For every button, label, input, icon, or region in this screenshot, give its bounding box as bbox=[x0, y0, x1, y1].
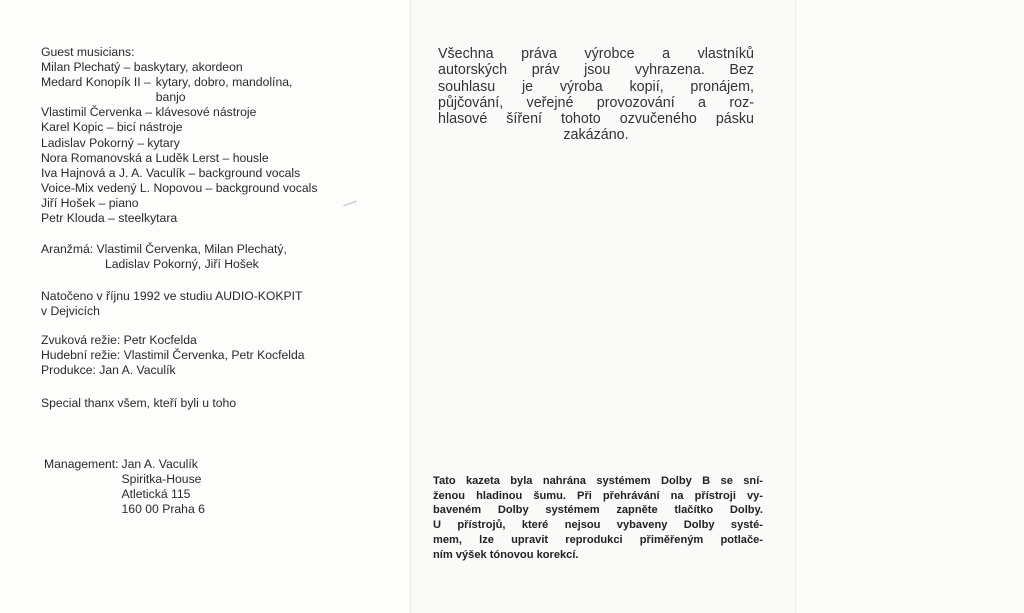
rights-notice bbox=[438, 46, 754, 144]
management bbox=[44, 457, 205, 517]
musician-konopik bbox=[41, 75, 401, 105]
guest-musicians-list bbox=[41, 45, 401, 226]
address-line: Atletická 115 bbox=[121, 487, 191, 502]
musician-line: Vlastimil Červenka – klávesové nástroje bbox=[41, 105, 257, 120]
music-director: Hudební režie: Vlastimil Červenka, Petr Kocfelda bbox=[41, 348, 305, 363]
rights-line: půjčování, veřejné provozování a roz- bbox=[438, 94, 754, 111]
recording-line: Natočeno v říjnu 1992 ve studiu AUDIO-KOKPIT bbox=[41, 289, 303, 303]
dolby-line: ním výšek tónovou korekcí. bbox=[433, 548, 579, 561]
address-line: 160 00 Praha 6 bbox=[121, 502, 205, 517]
producer: Produkce: Jan A. Vaculík bbox=[41, 363, 176, 378]
recording-line: v Dejvicích bbox=[41, 304, 100, 319]
musician-line: Voice-Mix vedený L. Nopovou – background vocals bbox=[41, 180, 318, 195]
musician-line: Nora Romanovská a Luděk Lerst – housle bbox=[41, 150, 269, 165]
address-line: Spiritka-House bbox=[121, 472, 202, 487]
dolby-line: U přístrojů, které nejsou vybaveny Dolby systé- bbox=[433, 519, 763, 532]
musician-line: Milan Plechatý – baskytary, akordeon bbox=[41, 60, 243, 75]
rights-line: zakázáno. bbox=[563, 127, 629, 144]
musician-line: Petr Klouda – steelkytara bbox=[41, 211, 178, 226]
musician-line: Iva Hajnová a J. A. Vaculík – background vocals bbox=[41, 165, 301, 180]
arrangement-line: Ladislav Pokorný, Jiří Hošek bbox=[105, 257, 259, 272]
right-panel bbox=[795, 0, 1024, 613]
musician-name: Medard Konopík II – bbox=[41, 75, 151, 90]
address-line: Jan A. Vaculík bbox=[121, 457, 198, 471]
dolby-line: mem, lze upravit reprodukci přiměřeným potlače- bbox=[433, 533, 763, 546]
management-address bbox=[119, 457, 205, 517]
dolby-line: ženou hladinou šumu. Při přehrávání na přístroji vy- bbox=[433, 489, 763, 502]
dolby-notice bbox=[433, 474, 763, 562]
musicians-heading: Guest musicians: bbox=[41, 45, 135, 59]
rights-line: autorských práv jsou vyhrazena. Bez bbox=[438, 62, 754, 79]
instruments-line: banjo bbox=[155, 90, 186, 105]
rights-line: Všechna práva výrobce a vlastníků bbox=[438, 46, 754, 62]
dolby-line: Tato kazeta byla nahrána systémem Dolby B se sní- bbox=[433, 475, 763, 487]
thanks-line: Special thanx všem, kteří byli u toho bbox=[41, 396, 237, 410]
rights-line: souhlasu je výroba kopií, pronájem, bbox=[438, 78, 754, 95]
production-credits bbox=[41, 333, 305, 378]
rights-line: hlasové šíření tohoto ozvučeného pásku bbox=[438, 111, 754, 128]
recording-info bbox=[41, 289, 302, 319]
musician-line: Ladislav Pokorný – kytary bbox=[41, 135, 180, 150]
arrangement-line: Aranžmá: Vlastimil Červenka, Milan Plechatý, bbox=[41, 242, 287, 256]
musician-line: Jiří Hošek – piano bbox=[41, 195, 139, 210]
instruments-line: kytary, dobro, mandolína, bbox=[155, 75, 293, 90]
sound-director: Zvuková režie: Petr Kocfelda bbox=[41, 333, 197, 347]
musician-line: Karel Kopic – bicí nástroje bbox=[41, 120, 183, 135]
musician-instruments bbox=[151, 75, 293, 105]
arrangement bbox=[41, 242, 287, 272]
dolby-line: baveném Dolby systémem zapněte tlačítko Dolby. bbox=[433, 504, 763, 517]
management-label: Management: bbox=[44, 457, 119, 471]
